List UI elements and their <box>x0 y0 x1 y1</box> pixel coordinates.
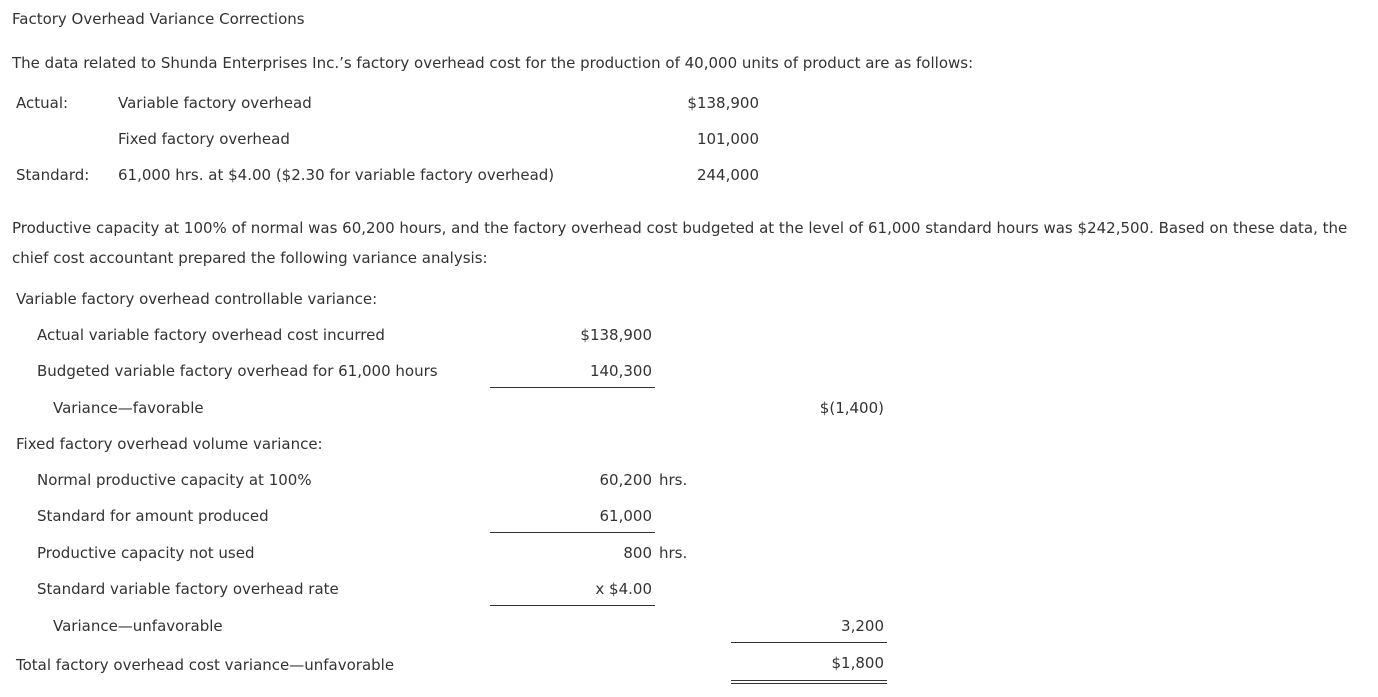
unfavorable-value: 3,200 <box>841 617 884 635</box>
standard-amount-label: Standard for amount produced <box>37 507 269 525</box>
paragraph-line-2: chief cost accountant prepared the following variance analysis: <box>12 249 488 267</box>
capacity-unused-unit: hrs. <box>659 544 688 562</box>
rate-underline <box>490 605 655 606</box>
paragraph-line-1: Productive capacity at 100% of normal was 60,200 hours, and the factory overhead cost budgeted at the level of 61,000 standard hours was $242,500. Based on these data, the <box>12 219 1348 237</box>
budgeted-value: 140,300 <box>589 362 652 380</box>
fixed-overhead-amount: 101,000 <box>696 130 759 148</box>
standard-desc: 61,000 hrs. at $4.00 ($2.30 for variable factory overhead) <box>118 166 555 184</box>
rate-label: Standard variable factory overhead rate <box>37 580 339 598</box>
actual-cost-value: $138,900 <box>580 326 652 344</box>
total-value: $1,800 <box>831 654 884 672</box>
variable-overhead-desc: Variable factory overhead <box>118 94 312 112</box>
standard-amount: 244,000 <box>696 166 759 184</box>
page-title: Factory Overhead Variance Corrections <box>12 10 305 28</box>
normal-capacity-label: Normal productive capacity at 100% <box>37 471 312 489</box>
actual-label: Actual: <box>16 94 69 112</box>
unfavorable-label: Variance—unfavorable <box>53 617 223 635</box>
variable-overhead-amount: $138,900 <box>687 94 759 112</box>
rate-value: x $4.00 <box>595 580 652 598</box>
normal-capacity-unit: hrs. <box>659 471 688 489</box>
budgeted-underline <box>490 387 655 388</box>
fixed-overhead-desc: Fixed factory overhead <box>118 130 290 148</box>
volume-heading: Fixed factory overhead volume variance: <box>16 435 323 453</box>
capacity-unused-value: 800 <box>623 544 652 562</box>
controllable-heading: Variable factory overhead controllable variance: <box>16 290 378 308</box>
normal-capacity-value: 60,200 <box>599 471 652 489</box>
intro-text: The data related to Shunda Enterprises Inc.’s factory overhead cost for the production of 40,000 units of product are as follows: <box>12 54 974 72</box>
budgeted-label: Budgeted variable factory overhead for 61,000 hours <box>37 362 438 380</box>
standard-amount-underline <box>490 532 655 533</box>
actual-cost-label: Actual variable factory overhead cost incurred <box>37 326 385 344</box>
total-double-underline-1 <box>731 680 887 681</box>
total-double-underline-2 <box>731 683 887 684</box>
unfavorable-underline <box>731 642 887 643</box>
favorable-label: Variance—favorable <box>53 399 204 417</box>
favorable-value: $(1,400) <box>819 399 884 417</box>
capacity-unused-label: Productive capacity not used <box>37 544 255 562</box>
total-label: Total factory overhead cost variance—unfavorable <box>16 656 395 674</box>
standard-amount-value: 61,000 <box>599 507 652 525</box>
standard-label: Standard: <box>16 166 90 184</box>
